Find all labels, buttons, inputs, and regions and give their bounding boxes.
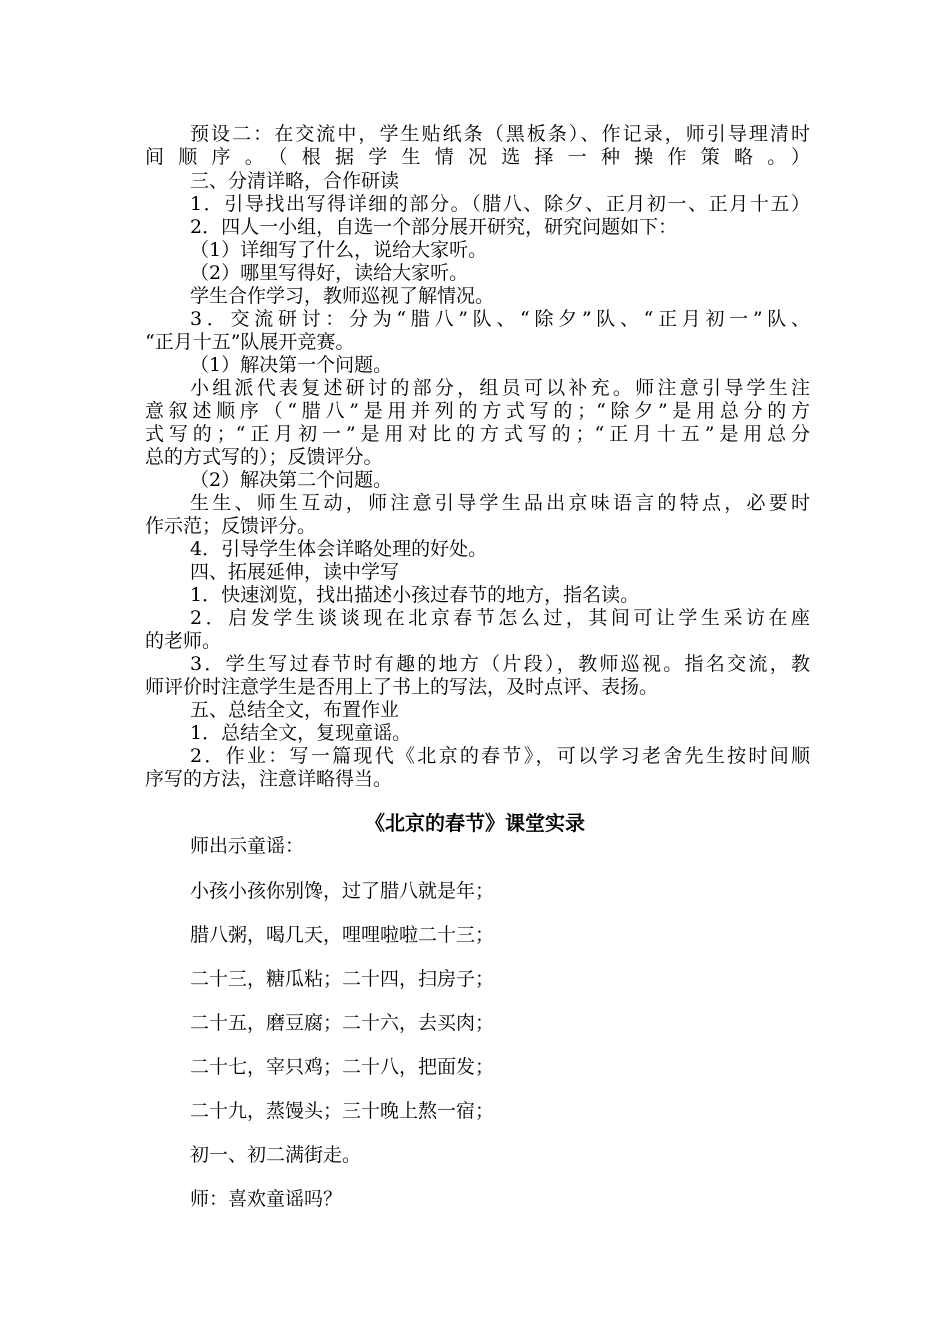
section-heading: 五、总结全文，布置作业 <box>190 699 400 721</box>
paragraph-line: 2．启发学生谈谈现在北京春节怎么过，其间可让学生采访在座 <box>190 607 810 629</box>
paragraph-line: 3．学生写过春节时有趣的地方（片段），教师巡视。指名交流，教 <box>190 653 810 675</box>
paragraph-line: （1）详细写了什么，说给大家听。 <box>190 239 488 261</box>
paragraph-line: （2）哪里写得好，读给大家听。 <box>190 262 469 284</box>
paragraph-line: 小组派代表复述研讨的部分，组员可以补充。师注意引导学生注 <box>190 377 810 399</box>
paragraph-line: 4．引导学生体会详略处理的好处。 <box>190 538 488 560</box>
paragraph-line: 2．四人一小组，自选一个部分展开研究，研究问题如下： <box>190 216 678 238</box>
paragraph-line: 的老师。 <box>145 630 222 652</box>
paragraph-line: 1．总结全文，复现童谣。 <box>190 722 412 744</box>
paragraph-line: 生生、师生互动，师注意引导学生品出京味语言的特点，必要时 <box>190 492 810 514</box>
rhyme-line: 初一、初二满街走。 <box>190 1144 362 1166</box>
paragraph-line: 2．作业：写一篇现代《北京的春节》，可以学习老舍先生按时间顺 <box>190 745 810 767</box>
rhyme-line: 腊八粥，喝几天，哩哩啦啦二十三； <box>190 924 495 946</box>
paragraph-line: 总的方式写的）；反馈评分。 <box>145 446 383 468</box>
paragraph-line: 式写的；“正月初一”是用对比的方式写的；“正月十五”是用总分 <box>145 423 810 445</box>
paragraph-line: 3．交流研讨：分为“腊八”队、“除夕”队、“正月初一”队、 <box>190 308 810 330</box>
paragraph-line: （2）解决第二个问题。 <box>190 469 393 491</box>
rhyme-line: 小孩小孩你别馋，过了腊八就是年； <box>190 880 495 902</box>
teacher-question: 师：喜欢童谣吗？ <box>190 1188 343 1210</box>
paragraph-line: 意叙述顺序（“腊八”是用并列的方式写的；“除夕”是用总分的方 <box>145 400 810 422</box>
paragraph-line: 学生合作学习，教师巡视了解情况。 <box>190 285 495 307</box>
rhyme-line: 二十三，糖瓜粘；二十四，扫房子； <box>190 968 495 990</box>
paragraph-line: 序写的方法，注意详略得当。 <box>145 768 393 790</box>
paragraph-line: 1．快速浏览，找出描述小孩过春节的地方，指名读。 <box>190 584 640 606</box>
paragraph-line: 间顺序。（根据学生情况选择一种操作策略。） <box>145 146 810 168</box>
record-intro: 师出示童谣： <box>190 835 305 857</box>
rhyme-line: 二十九，蒸馒头；三十晚上熬一宿； <box>190 1100 495 1122</box>
paragraph-line: 作示范；反馈评分。 <box>145 515 317 537</box>
rhyme-line: 二十七，宰只鸡；二十八，把面发； <box>190 1056 495 1078</box>
paragraph-line: 1．引导找出写得详细的部分。（腊八、除夕、正月初一、正月十五） <box>190 193 810 215</box>
section-heading: 四、拓展延伸，读中学写 <box>190 561 400 583</box>
rhyme-line: 二十五，磨豆腐；二十六，去买肉； <box>190 1012 495 1034</box>
paragraph-line: 师评价时注意学生是否用上了书上的写法，及时点评、表扬。 <box>145 676 659 698</box>
section-heading: 三、分清详略，合作研读 <box>190 170 400 192</box>
paragraph-line: （1）解决第一个问题。 <box>190 354 393 376</box>
record-title: 《北京的春节》课堂实录 <box>365 811 585 835</box>
paragraph-line: 预设二：在交流中，学生贴纸条（黑板条）、作记录，师引导理清时 <box>190 123 810 145</box>
paragraph-line: “正月十五”队展开竞赛。 <box>145 331 355 353</box>
